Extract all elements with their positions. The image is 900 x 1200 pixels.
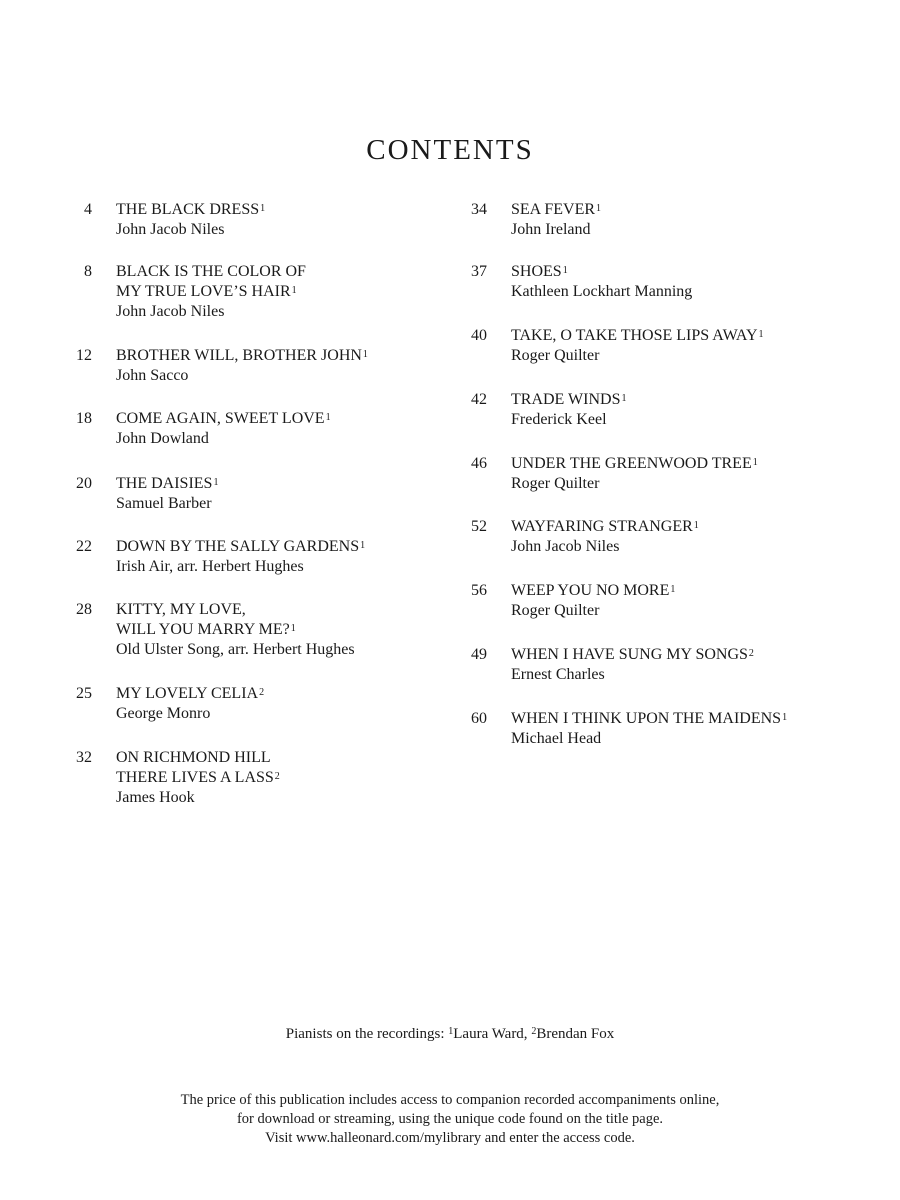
page-number: 18 [76,410,92,427]
composer: Roger Quilter [511,602,600,619]
page-number: 25 [76,685,92,702]
composer: John Jacob Niles [511,538,620,555]
composer: Kathleen Lockhart Manning [511,283,693,300]
footnote-mark: 1 [758,329,764,340]
footnote-mark: 1 [752,457,758,468]
composer: Old Ulster Song, arr. Herbert Hughes [116,641,355,658]
page-number: 37 [471,263,487,280]
footnote-mark: 1 [621,393,627,404]
footnote-mark: 1 [362,349,368,360]
composer: Irish Air, arr. Herbert Hughes [116,558,304,575]
song-title: WHEN I THINK UPON THE MAIDENS$^1$ [511,710,788,727]
page-number: 20 [76,475,92,492]
footnote-mark: 1 [693,520,699,531]
composer: Frederick Keel [511,411,607,428]
composer: Roger Quilter [511,347,600,364]
footnote-mark: 1 [290,623,296,634]
composer: John Sacco [116,367,189,384]
composer: John Jacob Niles [116,303,225,320]
page-number: 12 [76,347,92,364]
page-number: 32 [76,749,92,766]
page-title: CONTENTS [366,134,534,166]
composer: Samuel Barber [116,495,212,512]
song-title: THERE LIVES A LASS$^2$ [116,769,280,786]
footnote-mark: 2 [531,1026,537,1037]
pianists-credit [0,1026,900,1043]
song-title: SHOES$^1$ [511,263,568,280]
footnote-mark: 1 [260,203,266,214]
notice-line: for download or streaming, using the unique code found on the title page. [236,1111,664,1127]
song-title: SEA FEVER$^1$ [511,201,602,218]
footnote-mark: 1 [448,1026,454,1037]
composer: John Jacob Niles [116,221,225,238]
pianists-prefix: Pianists on the recordings: [285,1026,449,1042]
footnote-mark: 1 [325,412,331,423]
song-title: KITTY, MY LOVE, [116,601,246,618]
access-notice [0,1091,900,1148]
footnote-mark: 1 [596,203,602,214]
footnote-mark: 1 [782,712,788,723]
footnote-mark: 2 [748,648,754,659]
page-number: 46 [471,455,487,472]
composer: Roger Quilter [511,475,600,492]
song-title: MY TRUE LOVE’S HAIR$^1$ [116,283,297,300]
page-number: 4 [84,201,92,218]
song-title: TRADE WINDS$^1$ [511,391,627,408]
song-title: WAYFARING STRANGER$^1$ [511,518,699,535]
pianist-name: Brendan Fox [536,1026,615,1042]
notice-line: Visit www.halleonard.com/mylibrary and enter the access code. [265,1130,635,1146]
page-number: 49 [471,646,487,663]
song-title: THE DAISIES$^1$ [116,475,219,492]
song-title: WEEP YOU NO MORE$^1$ [511,582,676,599]
song-title: ON RICHMOND HILL [116,749,271,766]
footnote-mark: 1 [213,477,219,488]
composer: John Ireland [511,221,591,238]
footnote-mark: 1 [360,540,366,551]
footnote-mark: 1 [291,285,297,296]
composer: John Dowland [116,430,209,447]
song-title: BLACK IS THE COLOR OF [116,263,306,280]
notice-line: The price of this publication includes access to companion recorded accompaniments online, [180,1092,720,1108]
footnote-mark: 1 [562,265,568,276]
page-number: 34 [471,201,487,218]
page-number: 8 [84,263,92,280]
song-title: UNDER THE GREENWOOD TREE$^1$ [511,455,758,472]
footnote-mark: 2 [259,687,265,698]
composer: George Monro [116,705,211,722]
song-title: THE BLACK DRESS$^1$ [116,201,266,218]
song-title: DOWN BY THE SALLY GARDENS$^1$ [116,538,366,555]
page-number: 42 [471,391,487,408]
song-title: COME AGAIN, SWEET LOVE$^1$ [116,410,331,427]
page-number: 60 [471,710,487,727]
page-number: 28 [76,601,92,618]
song-title: BROTHER WILL, BROTHER JOHN$^1$ [116,347,368,364]
composer: Ernest Charles [511,666,605,683]
footnote-mark: 2 [274,771,280,782]
song-title: WHEN I HAVE SUNG MY SONGS$^2$ [511,646,754,663]
composer: Michael Head [511,730,602,747]
page-number: 52 [471,518,487,535]
footnote-mark: 1 [670,584,676,595]
song-title: TAKE, O TAKE THOSE LIPS AWAY$^1$ [511,327,764,344]
song-title: WILL YOU MARRY ME?$^1$ [116,621,296,638]
pianist-name: Laura Ward, [453,1026,532,1042]
page-number: 56 [471,582,487,599]
composer: James Hook [116,789,195,806]
page-number: 40 [471,327,487,344]
page-number: 22 [76,538,92,555]
song-title: MY LOVELY CELIA$^2$ [116,685,265,702]
